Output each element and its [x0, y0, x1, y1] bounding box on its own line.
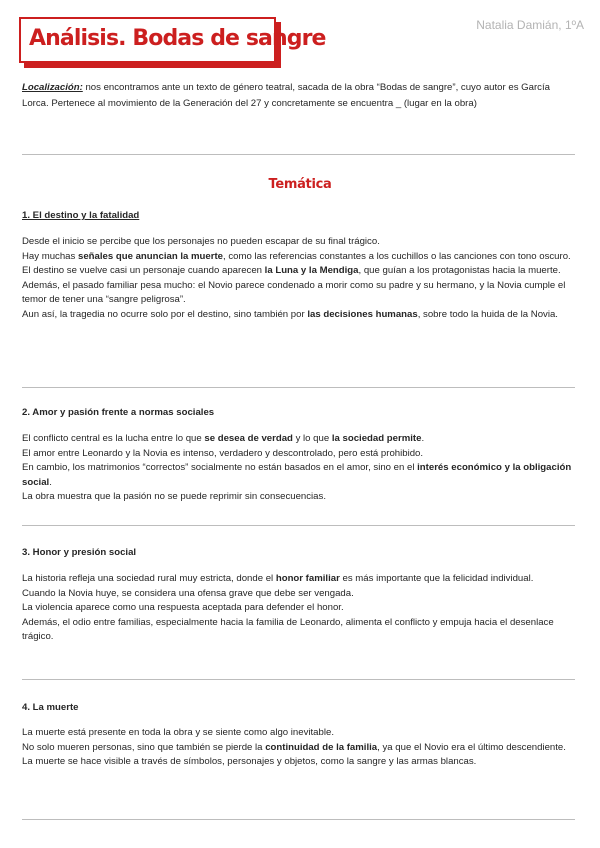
section-heading-honor: 3. Honor y presión social	[22, 547, 137, 558]
section-heading-destino: 1. El destino y la fatalidad	[22, 210, 140, 221]
paragraph: Además, el odio entre familias, especialmente hacia la familia de Leonardo, alimenta el conflicto y empuja hacia el desenlace trágico.	[22, 616, 554, 643]
section-body-destino	[22, 235, 580, 323]
section-body-amor	[22, 432, 580, 505]
divider	[22, 679, 575, 680]
paragraph: La obra muestra que la pasión no se puede reprimir sin consecuencias.	[22, 491, 326, 503]
intro-paragraph	[22, 80, 578, 111]
paragraph: El conflicto central es la lucha entre lo que se desea de verdad y lo que la sociedad permite.	[22, 433, 425, 444]
paragraph: La muerte está presente en toda la obra y se siente como algo inevitable.	[22, 727, 334, 738]
paragraph: Aun así, la tragedia no ocurre solo por el destino, sino también por las decisiones humanas, sobre todo la huida de la Novia.	[22, 308, 558, 320]
paragraph: El amor entre Leonardo y la Novia es intenso, verdadero y descontrolado, pero está prohibido.	[22, 447, 424, 459]
paragraph: El destino se vuelve casi un personaje cuando aparecen la Luna y la Mendiga, que guían a los protagonistas hacia la muerte.	[22, 265, 561, 277]
paragraph: No solo mueren personas, sino que también se pierde la continuidad de la familia, ya que el Novio era el último descendiente.	[22, 741, 566, 753]
section-heading-muerte: 4. La muerte	[22, 702, 79, 713]
section-heading-amor: 2. Amor y pasión frente a normas sociales	[22, 407, 215, 418]
paragraph: La historia refleja una sociedad rural muy estricta, donde el honor familiar es más importante que la felicidad individual.	[22, 573, 534, 584]
paragraph: Hay muchas señales que anuncian la muerte, como las referencias constantes a los cuchillos o las canciones con tono oscuro.	[22, 250, 571, 262]
divider	[22, 819, 575, 820]
title-box	[19, 17, 326, 63]
section-body-honor	[22, 572, 580, 645]
paragraph: Desde el inicio se percibe que los personajes no pueden escapar de su final trágico.	[22, 236, 380, 247]
divider	[22, 387, 575, 388]
section-title: Temática	[268, 177, 332, 192]
author-name: Natalia Damián, 1ºA	[476, 18, 584, 32]
paragraph: La muerte se hace visible a través de símbolos, personajes y objetos, como la sangre y las armas blancas.	[22, 756, 477, 768]
document-title: Análisis. Bodas de sangre	[29, 26, 326, 51]
paragraph: La violencia aparece como una respuesta aceptada para defender el honor.	[22, 602, 344, 614]
intro-label: Localización:	[22, 82, 83, 93]
paragraph: Cuando la Novia huye, se considera una ofensa grave que debe ser vengada.	[22, 587, 354, 599]
divider	[22, 154, 575, 155]
paragraph: En cambio, los matrimonios “correctos” socialmente no están basados en el amor, sino en el interés económico y la obligación social.	[22, 462, 572, 488]
paragraph: Además, el pasado familiar pesa mucho: el Novio parece condenado a morir como su padre y su hermano, y la Novia cumple el temor de tener una “sangre peligrosa”.	[22, 279, 566, 306]
divider	[22, 525, 575, 526]
section-body-muerte	[22, 726, 580, 770]
intro-text: nos encontramos ante un texto de género teatral, sacada de la obra “Bodas de sangre”, cuyo autor es García Lorca. Pertenece al movimiento de la Generación del 27 y concretamente se encuentra _ (lugar en la obra)	[22, 82, 550, 109]
